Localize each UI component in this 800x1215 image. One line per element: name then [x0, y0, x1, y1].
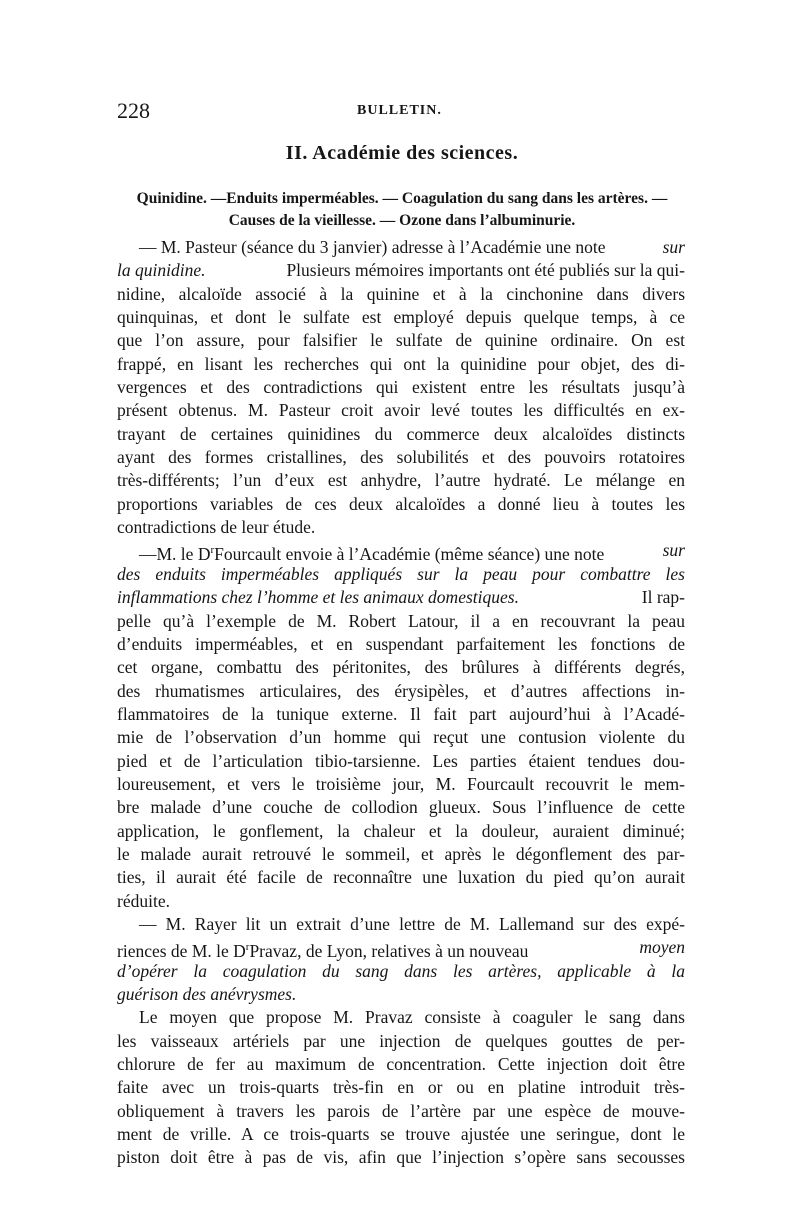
- text-line: [117, 376, 685, 399]
- text-run: [117, 936, 529, 962]
- text-run: moyen: [639, 937, 685, 958]
- text-run: trayant de certaines quinidines du commerce deux alcaloïdes distincts: [117, 423, 685, 444]
- text-run: ayant des formes cristallines, des solubilités et des pouvoirs rotatoires: [117, 447, 685, 468]
- text-run: piston doit être à pas de vis, afin que l’injection s’opère sans secousses: [117, 1147, 685, 1168]
- text-line: [117, 913, 685, 936]
- text-line: [117, 586, 685, 609]
- section-summary: [117, 188, 687, 232]
- page-number: 228: [117, 98, 150, 123]
- text-line: [117, 283, 685, 306]
- text-run: Le moyen que propose M. Pravaz consiste à coaguler le sang dans: [139, 1007, 685, 1028]
- text-run: cet organe, combattu des péritonites, des brûlures à différents degrés,: [117, 657, 685, 678]
- text-run: application, le gonflement, la chaleur et la douleur, auraient diminué;: [117, 820, 685, 841]
- text-line: [117, 563, 685, 586]
- text-line: [117, 446, 685, 469]
- text-run: mie de l’observation d’un homme qui reçut une contusion violente du: [117, 727, 685, 748]
- text-run: d’enduits imperméables, et en suspendant parfaitement les fonctions de: [117, 633, 685, 654]
- text-line: [117, 703, 685, 726]
- superscript: r: [210, 544, 215, 557]
- text-run: ment de vrille. A ce trois-quarts se trouve ajustée une seringue, dont le: [117, 1124, 685, 1145]
- text-run: d’opérer la coagulation du sang dans les artères, applicable à la: [117, 960, 685, 981]
- text-line: [117, 726, 685, 749]
- text-line: [117, 610, 685, 633]
- text-run: le malade aurait retrouvé le sommeil, et après le dégonflement des par-: [117, 843, 685, 864]
- running-header: [117, 98, 684, 124]
- text-line: [117, 1076, 685, 1099]
- text-run: — M. Pasteur (séance du 3 janvier) adresse à l’Académie une note: [139, 237, 606, 257]
- text-run: présent obtenus. M. Pasteur croit avoir levé toutes les difficultés en ex-: [117, 400, 685, 421]
- text-run: [139, 539, 605, 565]
- text-run: des rhumatismes articulaires, des érysipèles, et d’autres affections in-: [117, 680, 685, 701]
- text-run: sur: [662, 237, 685, 257]
- text-line: [117, 750, 685, 773]
- text-line: [117, 329, 685, 352]
- text-run: chlorure de fer au maximum de concentration. Cette injection doit être: [117, 1054, 685, 1075]
- text-line: [117, 633, 685, 656]
- text-line: [117, 656, 685, 679]
- text-line: [117, 890, 685, 913]
- text-run: flammatoires de la tunique externe. Il fait part aujourd’hui à l’Acadé-: [117, 703, 685, 724]
- section-title: II. Académie des sciences.: [285, 142, 519, 164]
- text-line: [117, 796, 685, 819]
- text-line: [117, 236, 685, 259]
- text-run: la quinidine.: [117, 260, 206, 281]
- text-run: ties, il aurait été facile de reconnaître une luxation du pied qu’on aurait: [117, 867, 685, 888]
- text-run: pied et de l’articulation tibio-tarsienne. Les parties étaient tendues dou-: [117, 750, 685, 771]
- text-run: nidine, alcaloïde associé à la quinine et à la cinchonine dans divers: [117, 283, 685, 304]
- text-line: [117, 936, 685, 962]
- text-run: guérison des anévrysmes.: [117, 984, 297, 1004]
- text-line: [117, 1030, 685, 1053]
- text-line: [117, 1123, 685, 1146]
- text-run: loureusement, et vers le troisième jour, M. Fourcault recouvrit le mem-: [117, 773, 685, 794]
- text-run: —M. le D: [139, 544, 211, 565]
- text-run: Il rap-: [641, 587, 685, 608]
- text-run: sur: [662, 540, 685, 561]
- text-run: des enduits imperméables appliqués sur la peau pour combattre les: [117, 563, 685, 584]
- superscript: r: [245, 941, 250, 954]
- text-run: bre malade d’une couche de collodion glueux. Sous l’influence de cette: [117, 797, 685, 818]
- text-line: [117, 773, 685, 796]
- text-line: [117, 820, 685, 843]
- text-line: [117, 399, 685, 422]
- text-line: [117, 493, 685, 516]
- text-line: [117, 843, 685, 866]
- text-run: faite avec un trois-quarts très-fin en or ou en platine introduit très-: [117, 1077, 685, 1098]
- text-run: vergences et des contradictions qui existent entre les résultats jusqu’à: [117, 377, 685, 398]
- text-line: [117, 516, 685, 539]
- text-run: contradictions de leur étude.: [117, 517, 316, 538]
- text-line: [117, 306, 685, 329]
- text-line: [117, 423, 685, 446]
- text-line: [117, 1006, 685, 1029]
- text-line: [117, 353, 685, 376]
- text-run: Plusieurs mémoires importants ont été publiés sur la qui-: [286, 260, 685, 281]
- text-line: [117, 1146, 685, 1169]
- text-line: [117, 960, 685, 983]
- text-run: quinquinas, et dont le sulfate est employé depuis quelque temps, à ce: [117, 307, 685, 328]
- running-title: BULLETIN.: [357, 103, 442, 118]
- text-run: très-différents; l’un d’eux est anhydre, l’autre hydraté. Le mélange en: [117, 470, 685, 491]
- text-line: [117, 866, 685, 889]
- text-run: Fourcault envoie à l’Académie (même séance) une note: [214, 544, 605, 565]
- article-body: [117, 236, 685, 1170]
- summary-line: Causes de la vieillesse. — Ozone dans l’albuminurie.: [228, 212, 576, 229]
- text-line: [117, 680, 685, 703]
- text-run: réduite.: [117, 890, 170, 911]
- text-run: inflammations chez l’homme et les animaux domestiques.: [117, 587, 519, 608]
- text-line: [117, 1053, 685, 1076]
- text-run: les vaisseaux artériels par une injection de quelques gouttes de per-: [117, 1030, 685, 1051]
- text-line: [117, 469, 685, 492]
- text-line: [117, 259, 685, 282]
- text-run: Pravaz, de Lyon, relatives à un nouveau: [249, 941, 529, 962]
- summary-line: Quinidine. —Enduits imperméables. — Coagulation du sang dans les artères. —: [136, 190, 668, 207]
- text-run: proportions variables de ces deux alcaloïdes a donné lieu à toutes les: [117, 493, 685, 514]
- text-line: [117, 539, 685, 565]
- text-run: que l’on assure, pour falsifier le sulfate de quinine ordinaire. On est: [117, 330, 685, 351]
- text-line: [117, 1100, 685, 1123]
- text-run: riences de M. le D: [117, 941, 246, 962]
- text-run: — M. Rayer lit un extrait d’une lettre de M. Lallemand sur des expé-: [139, 913, 685, 934]
- text-line: [117, 983, 685, 1006]
- text-run: obliquement à travers les parois de l’artère par une espèce de mouve-: [117, 1100, 685, 1121]
- text-run: pelle qu’à l’exemple de M. Robert Latour, il a en recouvrant la peau: [117, 610, 685, 631]
- text-run: frappé, en lisant les recherches qui ont la quinidine pour objet, des di-: [117, 353, 685, 374]
